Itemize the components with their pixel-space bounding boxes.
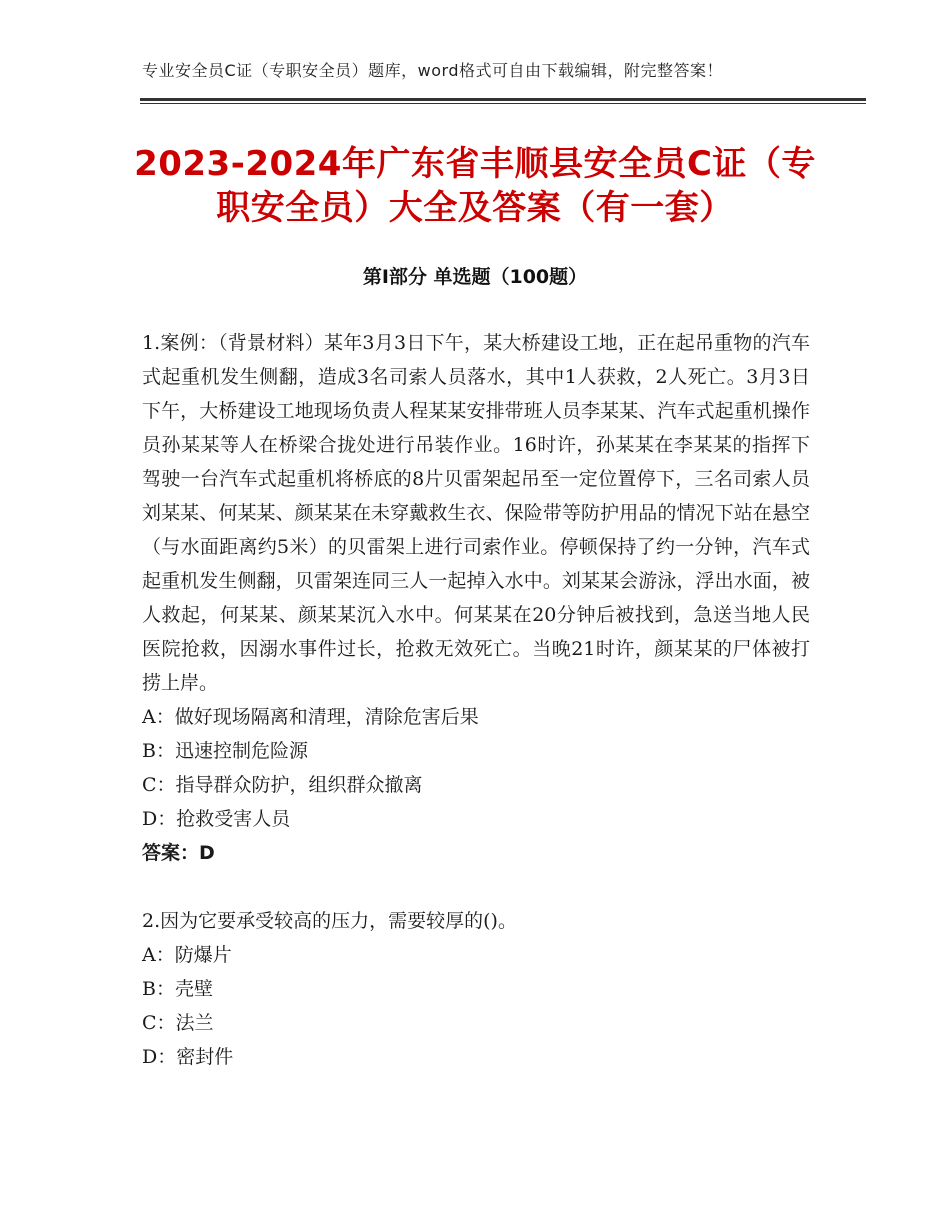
question-stem: 1.案例：（背景材料）某年3月3日下午，某大桥建设工地，正在起吊重物的汽车式起重机发生侧翻，造成3名司索人员落水，其中1人获救，2人死亡。3月3日下午，大桥建设工地现场负责人程某某安排带班人员李某某、汽车式起重机操作员孙某某等人在桥梁合拢处进行吊装作业。16时许，孙某某在李某某的指挥下驾驶一台汽车式起重机将桥底的8片贝雷架起吊至一定位置停下，三名司索人员刘某某、何某某、颜某某在未穿戴救生衣、保险带等防护用品的情况下站在悬空（与水面距离约5米）的贝雷架上进行司索作业。停顿保持了约一分钟，汽车式起重机发生侧翻，贝雷架连同三人一起掉入水中。刘某某会游泳，浮出水面，被人救起，何某某、颜某某沉入水中。何某某在20分钟后被找到，急送当地人民医院抢救，因溺水事件过长，抢救无效死亡。当晚21时许，颜某某的尸体被打捞上岸。 <box>142 332 810 694</box>
document-title: 2023-2024年广东省丰顺县安全员C证（专职安全员）大全及答案（有一套） <box>134 144 816 228</box>
question-2 <box>142 904 810 1074</box>
option-a: A：防爆片 <box>142 944 232 966</box>
header-rule <box>140 98 866 101</box>
header-note: 专业安全员C证（专职安全员）题库，word格式可自由下载编辑，附完整答案！ <box>142 61 724 80</box>
option-b: B：壳壁 <box>142 978 213 1000</box>
option-c: C：法兰 <box>142 1012 214 1034</box>
option-a: A：做好现场隔离和清理，清除危害后果 <box>142 706 479 728</box>
option-d: D：抢救受害人员 <box>142 808 291 830</box>
header-rule-thin <box>140 103 866 104</box>
option-b: B：迅速控制危险源 <box>142 740 308 762</box>
option-d: D：密封件 <box>142 1046 234 1068</box>
answer-text: 答案：D <box>142 842 215 864</box>
section-heading: 第Ⅰ部分 单选题（100题） <box>362 266 588 288</box>
question-stem: 2.因为它要承受较高的压力，需要较厚的()。 <box>142 910 517 932</box>
question-1 <box>142 326 810 870</box>
option-c: C：指导群众防护，组织群众撤离 <box>142 774 423 796</box>
question-list <box>142 326 810 1074</box>
question-gap <box>142 870 810 904</box>
